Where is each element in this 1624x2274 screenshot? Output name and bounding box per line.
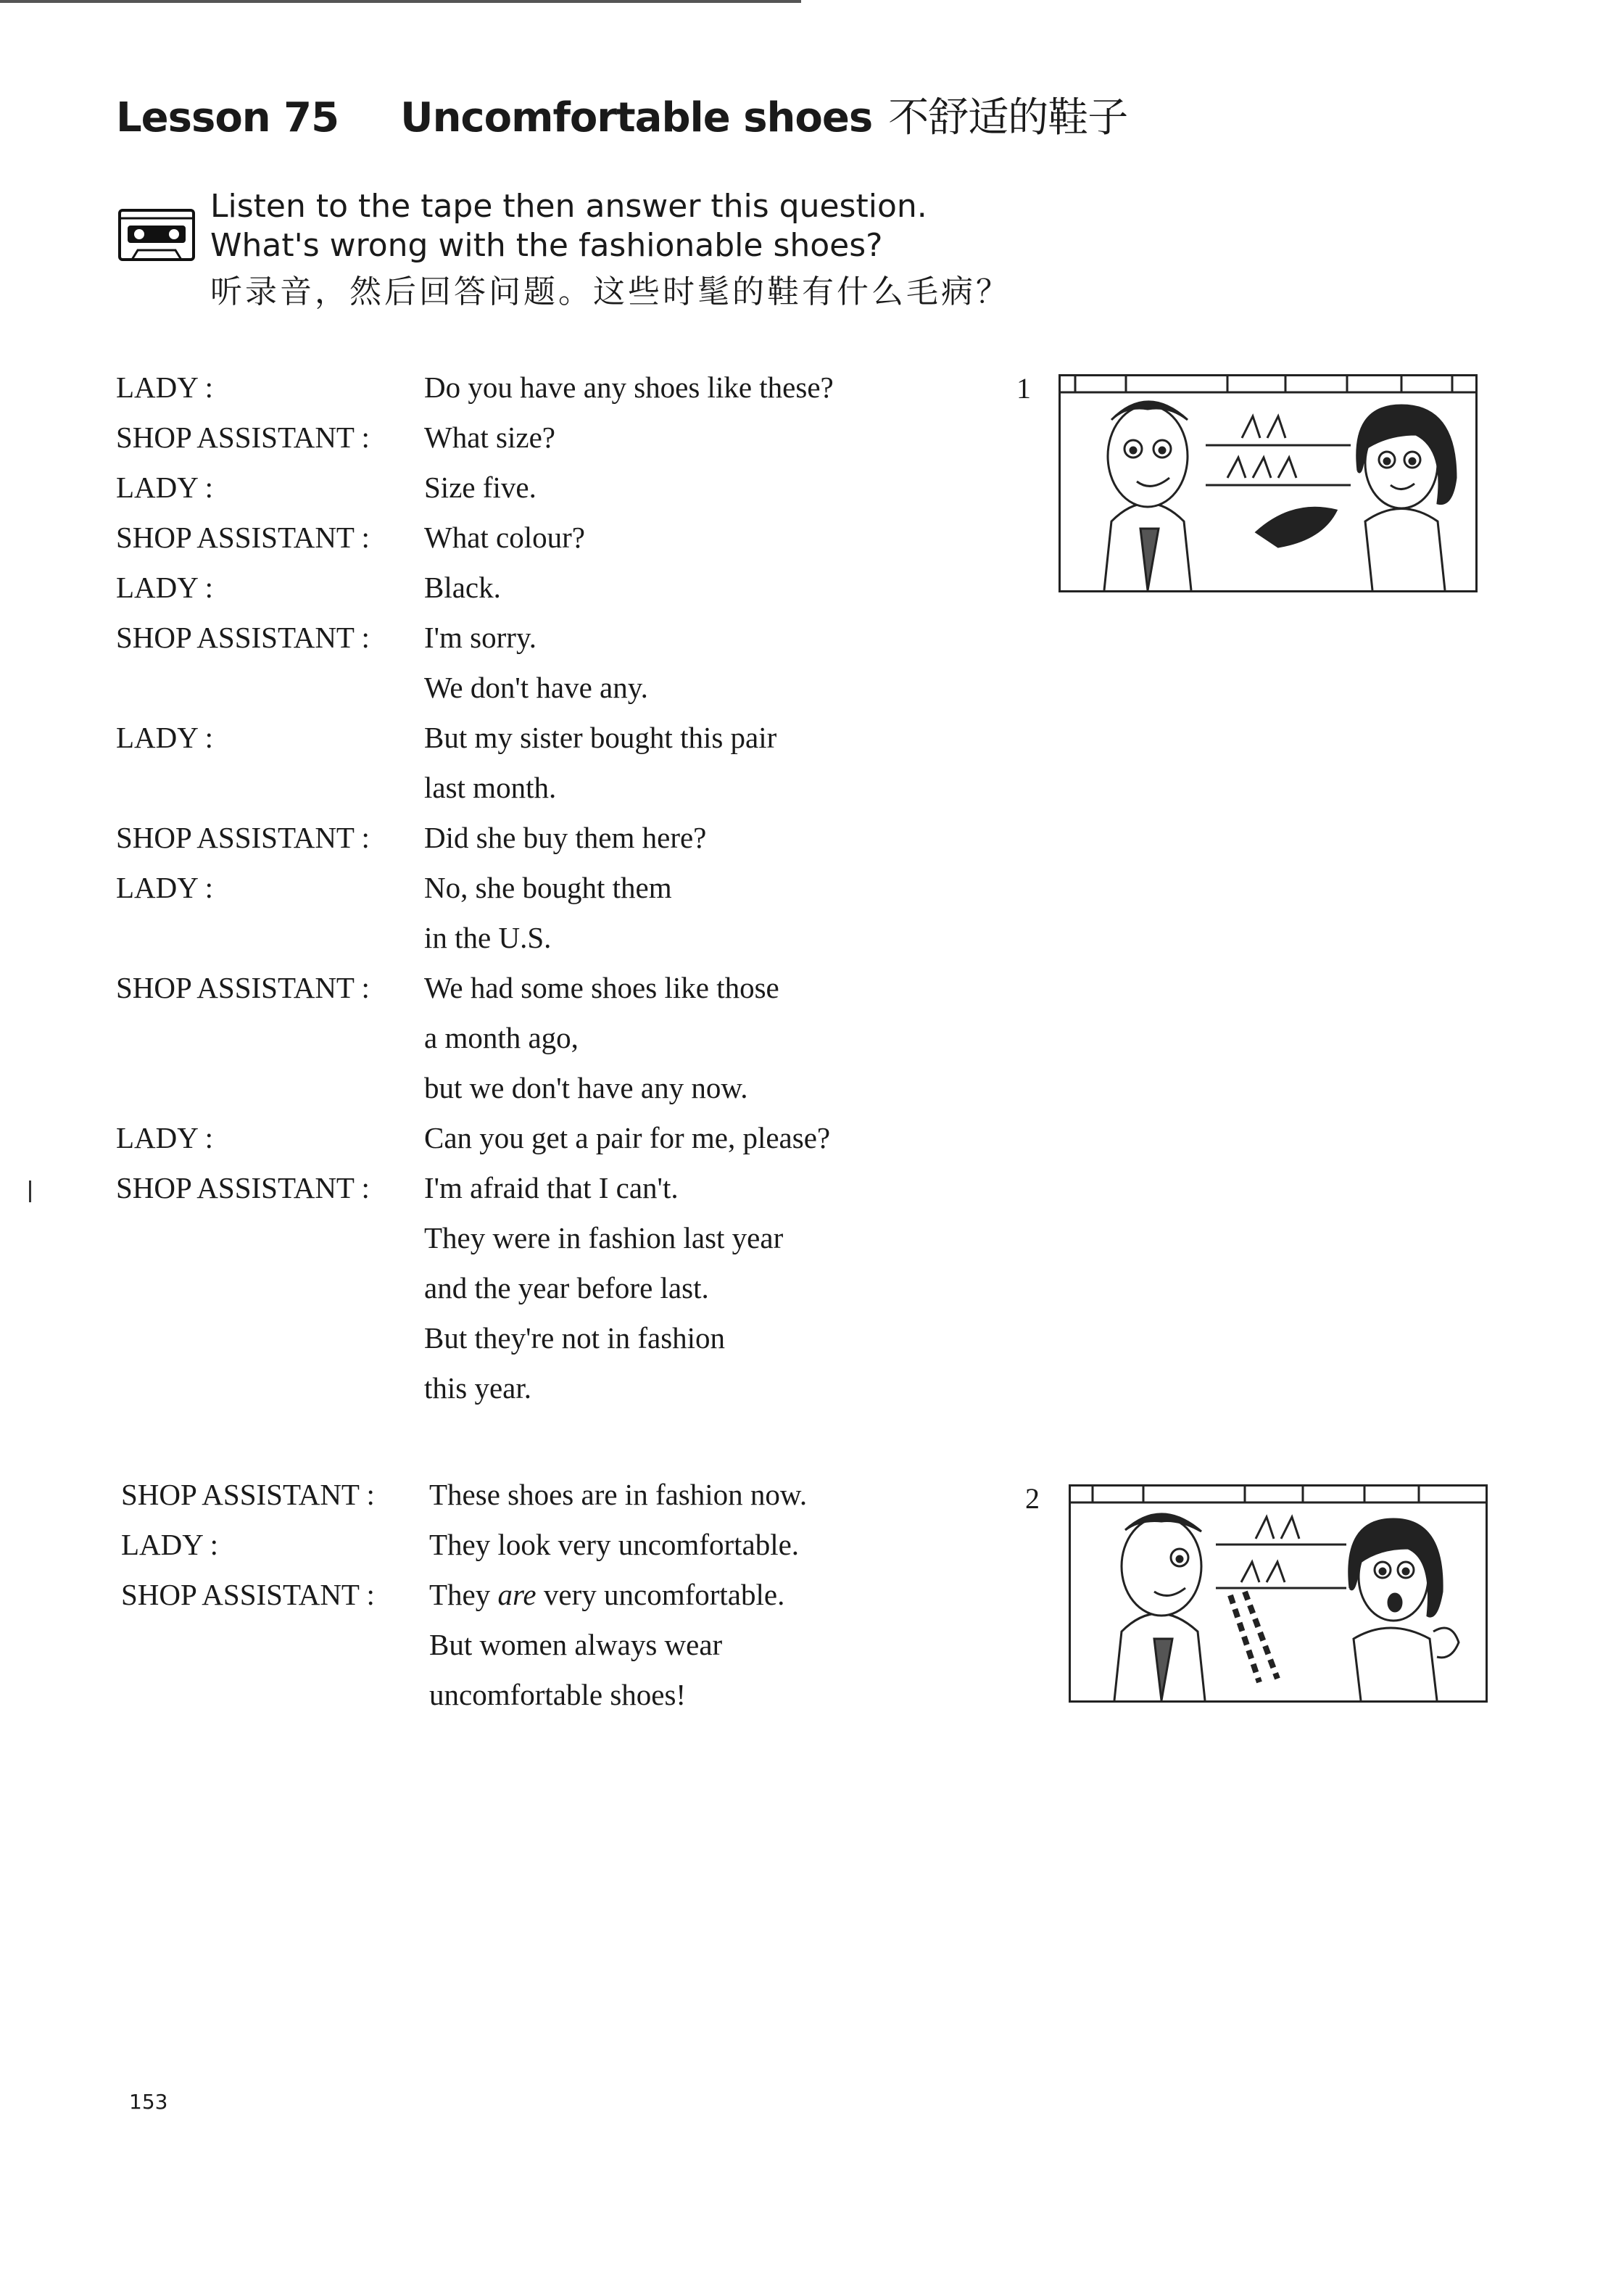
line-text bbox=[429, 1570, 784, 1620]
scan-speck bbox=[29, 1181, 31, 1202]
line-text: I'm sorry. bbox=[424, 621, 537, 654]
line-text: No, she bought them bbox=[424, 871, 672, 904]
speaker: SHOP ASSISTANT : bbox=[116, 521, 370, 554]
speaker: LADY : bbox=[116, 471, 213, 504]
line-text: this year. bbox=[424, 1371, 532, 1405]
instruction-line-1: Listen to the tape then answer this question. bbox=[210, 188, 927, 225]
line-text: What size? bbox=[424, 421, 555, 454]
picture-number-1: 1 bbox=[1016, 372, 1031, 405]
line-text: Do you have any shoes like these? bbox=[424, 371, 834, 404]
speaker: LADY : bbox=[116, 721, 213, 754]
shop-scene-illustration-2 bbox=[1071, 1487, 1486, 1700]
instruction-line-cn: 听录音，然后回答问题。这些时髦的鞋有什么毛病？ bbox=[210, 273, 1011, 310]
speaker: LADY : bbox=[121, 1528, 218, 1561]
cassette-tape-icon bbox=[117, 208, 196, 262]
line-text: last month. bbox=[424, 771, 557, 804]
line-text: They were in fashion last year bbox=[424, 1221, 784, 1254]
page-number: 153 bbox=[129, 2090, 168, 2114]
speaker: LADY : bbox=[116, 1121, 213, 1154]
speaker: SHOP ASSISTANT : bbox=[121, 1478, 375, 1511]
emphasis-text: are bbox=[497, 1578, 536, 1611]
line-text: Black. bbox=[424, 571, 501, 604]
lesson-title-en: Uncomfortable shoes bbox=[400, 94, 873, 141]
line-text: We had some shoes like those bbox=[424, 971, 779, 1004]
picture-number-2: 2 bbox=[1025, 1482, 1040, 1515]
lesson-number: Lesson 75 bbox=[116, 94, 339, 141]
line-text: I'm afraid that I can't. bbox=[424, 1171, 679, 1204]
line-text: Can you get a pair for me, please? bbox=[424, 1121, 831, 1154]
speaker: SHOP ASSISTANT : bbox=[116, 821, 370, 854]
line-text: a month ago, bbox=[424, 1021, 579, 1054]
line-text-part: They bbox=[429, 1578, 498, 1611]
instruction-line-2: What's wrong with the fashionable shoes? bbox=[210, 227, 883, 264]
line-text: They look very uncomfortable. bbox=[429, 1528, 800, 1561]
line-text: Did she buy them here? bbox=[424, 821, 707, 854]
speaker: SHOP ASSISTANT : bbox=[116, 1171, 370, 1204]
line-text: Size five. bbox=[424, 471, 536, 504]
line-text: We don't have any. bbox=[424, 671, 648, 704]
line-text: But my sister bought this pair bbox=[424, 721, 777, 754]
line-text-part: very uncomfortable. bbox=[536, 1578, 785, 1611]
line-text: and the year before last. bbox=[424, 1271, 709, 1305]
line-text: in the U.S. bbox=[424, 921, 552, 954]
speaker: LADY : bbox=[116, 371, 213, 404]
illustration-2 bbox=[1069, 1484, 1488, 1703]
line-text: But women always wear bbox=[429, 1628, 723, 1661]
instructions bbox=[210, 187, 1011, 312]
speaker: SHOP ASSISTANT : bbox=[116, 621, 370, 654]
line-text: uncomfortable shoes! bbox=[429, 1678, 687, 1711]
speaker: SHOP ASSISTANT : bbox=[116, 971, 370, 1004]
lesson-title-cn: 不舒适的鞋子 bbox=[888, 94, 1128, 141]
illustration-1 bbox=[1058, 374, 1478, 592]
speaker: LADY : bbox=[116, 571, 213, 604]
top-rule bbox=[0, 0, 801, 3]
speaker: LADY : bbox=[116, 871, 213, 904]
lesson-title bbox=[116, 86, 1127, 144]
speaker: SHOP ASSISTANT : bbox=[116, 421, 370, 454]
speaker: SHOP ASSISTANT : bbox=[121, 1578, 375, 1611]
line-text: but we don't have any now. bbox=[424, 1071, 748, 1104]
shop-scene-illustration-1 bbox=[1061, 376, 1475, 590]
line-text: These shoes are in fashion now. bbox=[429, 1478, 808, 1511]
line-text: What colour? bbox=[424, 521, 585, 554]
line-text: But they're not in fashion bbox=[424, 1321, 726, 1355]
